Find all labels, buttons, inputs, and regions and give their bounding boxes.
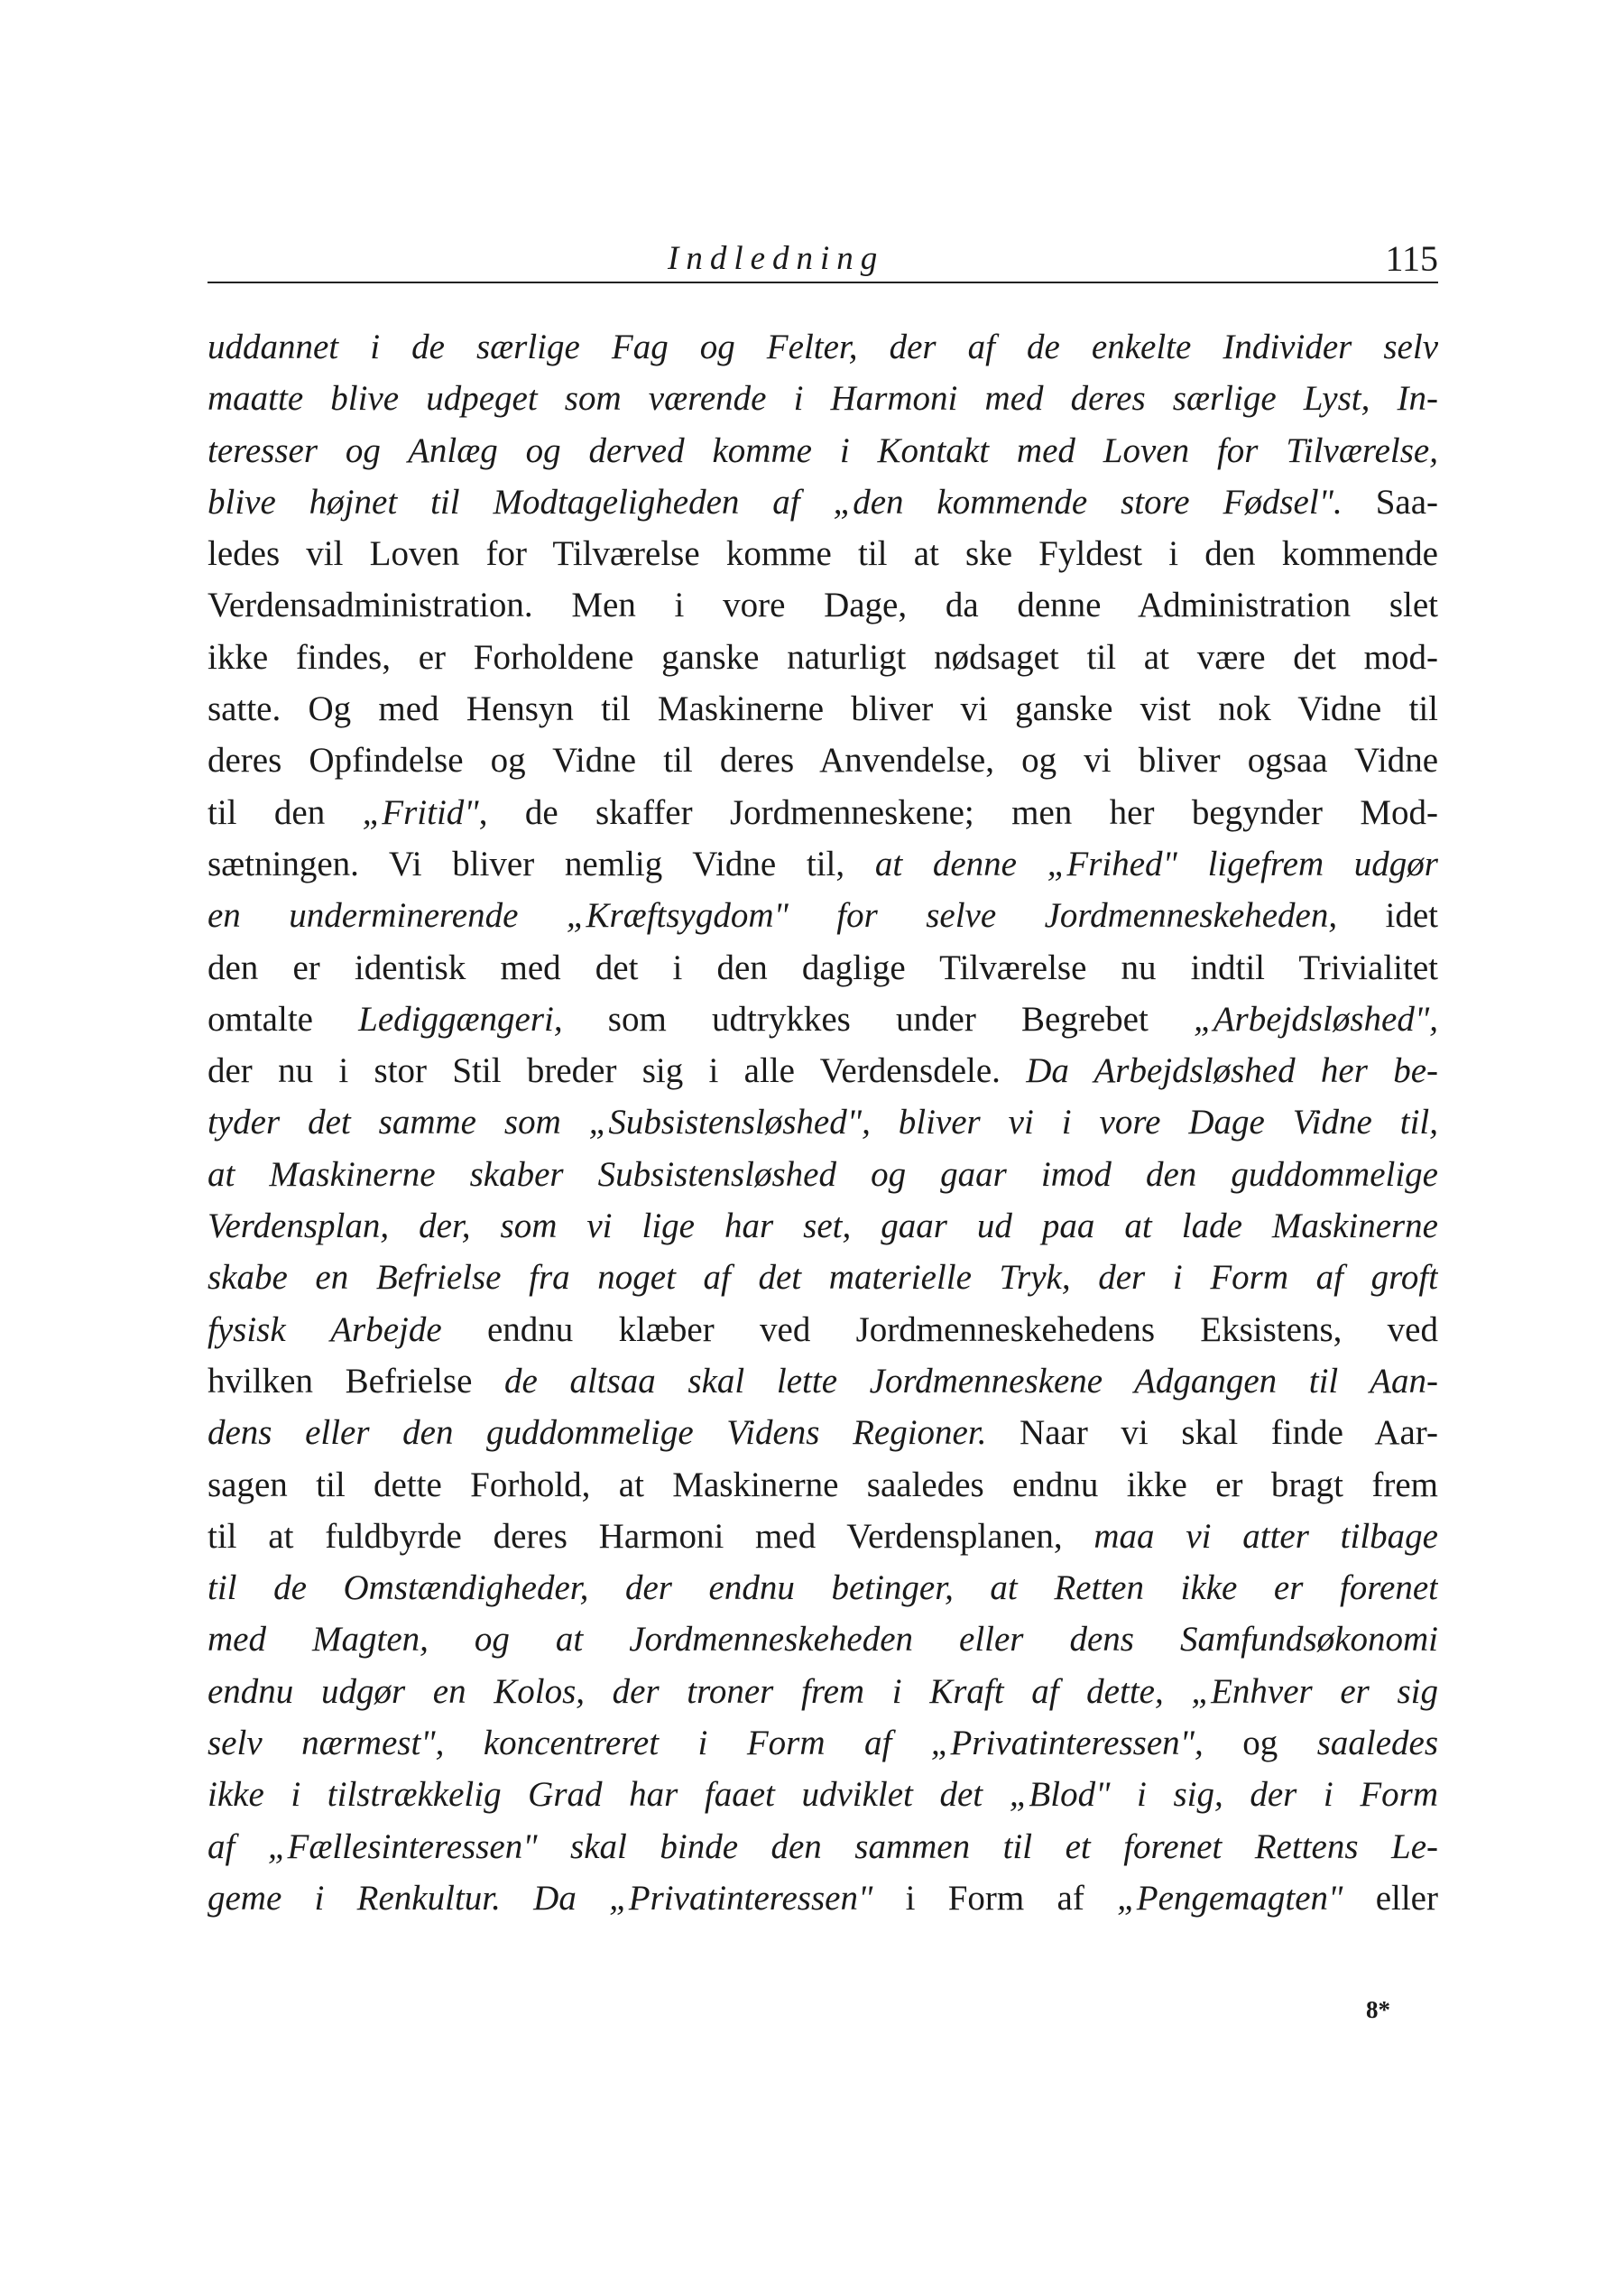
text-line [208,1355,1438,1407]
text-line [208,632,1438,683]
text-segment: Verdensadministration. Men i vore Dage, da denne Administration slet [208,586,1438,625]
text-line [208,1872,1438,1924]
italic-text-segment: „Pengemagten" [1117,1878,1343,1918]
italic-text-segment: selv nærmest", koncentreret i Form af „Privatinteressen", [208,1724,1204,1763]
text-segment: endnu klæber ved Jordmenneskehedens Eksistens, ved [441,1309,1438,1349]
italic-text-segment: uddannet i de særlige Fag og Felter, der af de enkelte Individer selv [208,328,1438,366]
italic-text-segment: Da Arbejdsløshed her be- [1026,1051,1438,1091]
text-line [208,528,1438,579]
italic-text-segment: at denne „Frihed" ligefrem udgør [874,844,1438,883]
text-segment: eller [1343,1878,1438,1918]
italic-text-segment: geme i Renkultur. Da „Privatinteressen" [208,1878,873,1918]
text-line [208,994,1438,1045]
text-segment: idet [1337,896,1438,936]
signature-mark: 8* [1366,1996,1390,2023]
text-line [208,1304,1438,1355]
text-line [208,425,1438,476]
italic-text-segment: saaledes [1316,1724,1438,1763]
text-segment: sagen til dette Forhold, at Maskinerne saaledes endnu ikke er bragt frem [208,1465,1438,1504]
text-line [208,373,1438,424]
text-segment: ledes vil Loven for Tilværelse komme til at ske Fyldest i den kommende [208,534,1438,574]
text-segment: Saa- [1342,482,1438,522]
italic-text-segment: maa vi atter tilbage [1093,1516,1438,1556]
text-line [208,1407,1438,1458]
text-segment: ikke findes, er Forholdene ganske naturligt nødsaget til at være det mod- [208,637,1438,677]
text-segment: til den [208,792,363,832]
italic-text-segment: af „Fællesinteressen" skal binde den sammen til et forenet Rettens Le- [208,1826,1438,1866]
text-line [208,1511,1438,1562]
text-line [208,787,1438,838]
italic-text-segment: maatte blive udpeget som værende i Harmoni med deres særlige Lyst, In- [208,379,1438,419]
text-line [208,942,1438,994]
text-line [208,476,1438,528]
body-text [208,321,1438,1924]
italic-text-segment: blive højnet til Modtageligheden af „den kommende store Fødsel". [208,482,1343,522]
text-line [208,683,1438,735]
text-line [208,1252,1438,1303]
running-header [208,236,1438,283]
text-line [208,735,1438,786]
text-segment: i Form af [872,1878,1118,1918]
text-segment: den er identisk med det i den daglige Tilværelse nu indtil Trivialitet [208,948,1438,987]
text-line [208,1821,1438,1872]
text-segment: til at fuldbyrde deres Harmoni med Verdensplanen, [208,1516,1094,1556]
text-line [208,1045,1438,1096]
italic-text-segment: ikke i tilstrækkelig Grad har faaet udviklet det „Blod" i sig, der i Form [208,1775,1438,1815]
text-segment: som udtrykkes under Begrebet [562,999,1195,1039]
running-title: Indledning [668,240,885,277]
italic-text-segment: med Magten, og at Jordmenneskeheden eller dens Samfundsøkonomi [208,1620,1438,1660]
text-segment: deres Opfindelse og Vidne til deres Anvendelse, og vi bliver ogsaa Vidne [208,741,1438,781]
italic-text-segment: „Fritid" [362,792,479,832]
text-segment: omtalte [208,999,359,1039]
text-segment: og [1203,1724,1317,1763]
italic-text-segment: „Arbejdsløshed", [1194,999,1438,1039]
italic-text-segment: til de Omstændigheder, der endnu betinger, at Retten ikke er forenet [208,1568,1438,1608]
text-line [208,1459,1438,1511]
italic-text-segment: de altsaa skal lette Jordmenneskene Adgangen til Aan- [504,1361,1438,1401]
text-segment: satte. Og med Hensyn til Maskinerne bliver vi ganske vist nok Vidne til [208,689,1438,729]
italic-text-segment: en underminerende „Kræftsygdom" for selve Jordmenneskeheden, [208,896,1338,936]
text-segment: sætningen. Vi bliver nemlig Vidne til, [208,844,875,883]
italic-text-segment: dens eller den guddommelige Videns Regioner. [208,1413,987,1453]
text-line [208,1769,1438,1820]
text-line [208,321,1438,373]
text-line [208,579,1438,631]
italic-text-segment: Lediggængeri, [358,999,563,1039]
italic-text-segment: tyder det samme som „Subsistensløshed", bliver vi i vore Dage Vidne til, [208,1103,1438,1142]
text-line [208,1613,1438,1665]
text-line [208,1717,1438,1769]
text-line [208,1200,1438,1252]
text-segment: hvilken Befrielse [208,1361,505,1401]
text-segment: , de skaffer Jordmenneskene; men her begynder Mod- [478,792,1438,832]
italic-text-segment: fysisk Arbejde [208,1309,442,1349]
text-line [208,1149,1438,1200]
italic-text-segment: at Maskinerne skaber Subsistensløshed og gaar imod den guddommelige [208,1154,1438,1194]
text-segment: der nu i stor Stil breder sig i alle Verdensdele. [208,1051,1027,1091]
text-line [208,1096,1438,1148]
text-line [208,890,1438,941]
text-line [208,1666,1438,1717]
text-line [208,1562,1438,1613]
italic-text-segment: teresser og Anlæg og derved komme i Kontakt med Loven for Tilværelse, [208,430,1438,470]
text-line [208,838,1438,890]
italic-text-segment: endnu udgør en Kolos, der troner frem i Kraft af dette, „Enhver er sig [208,1671,1438,1711]
text-segment: Naar vi skal finde Aar- [986,1413,1438,1453]
italic-text-segment: skabe en Befrielse fra noget af det materielle Tryk, der i Form af groft [208,1258,1438,1298]
page-number: 115 [1385,238,1438,279]
italic-text-segment: Verdensplan, der, som vi lige har set, gaar ud paa at lade Maskinerne [208,1207,1438,1246]
